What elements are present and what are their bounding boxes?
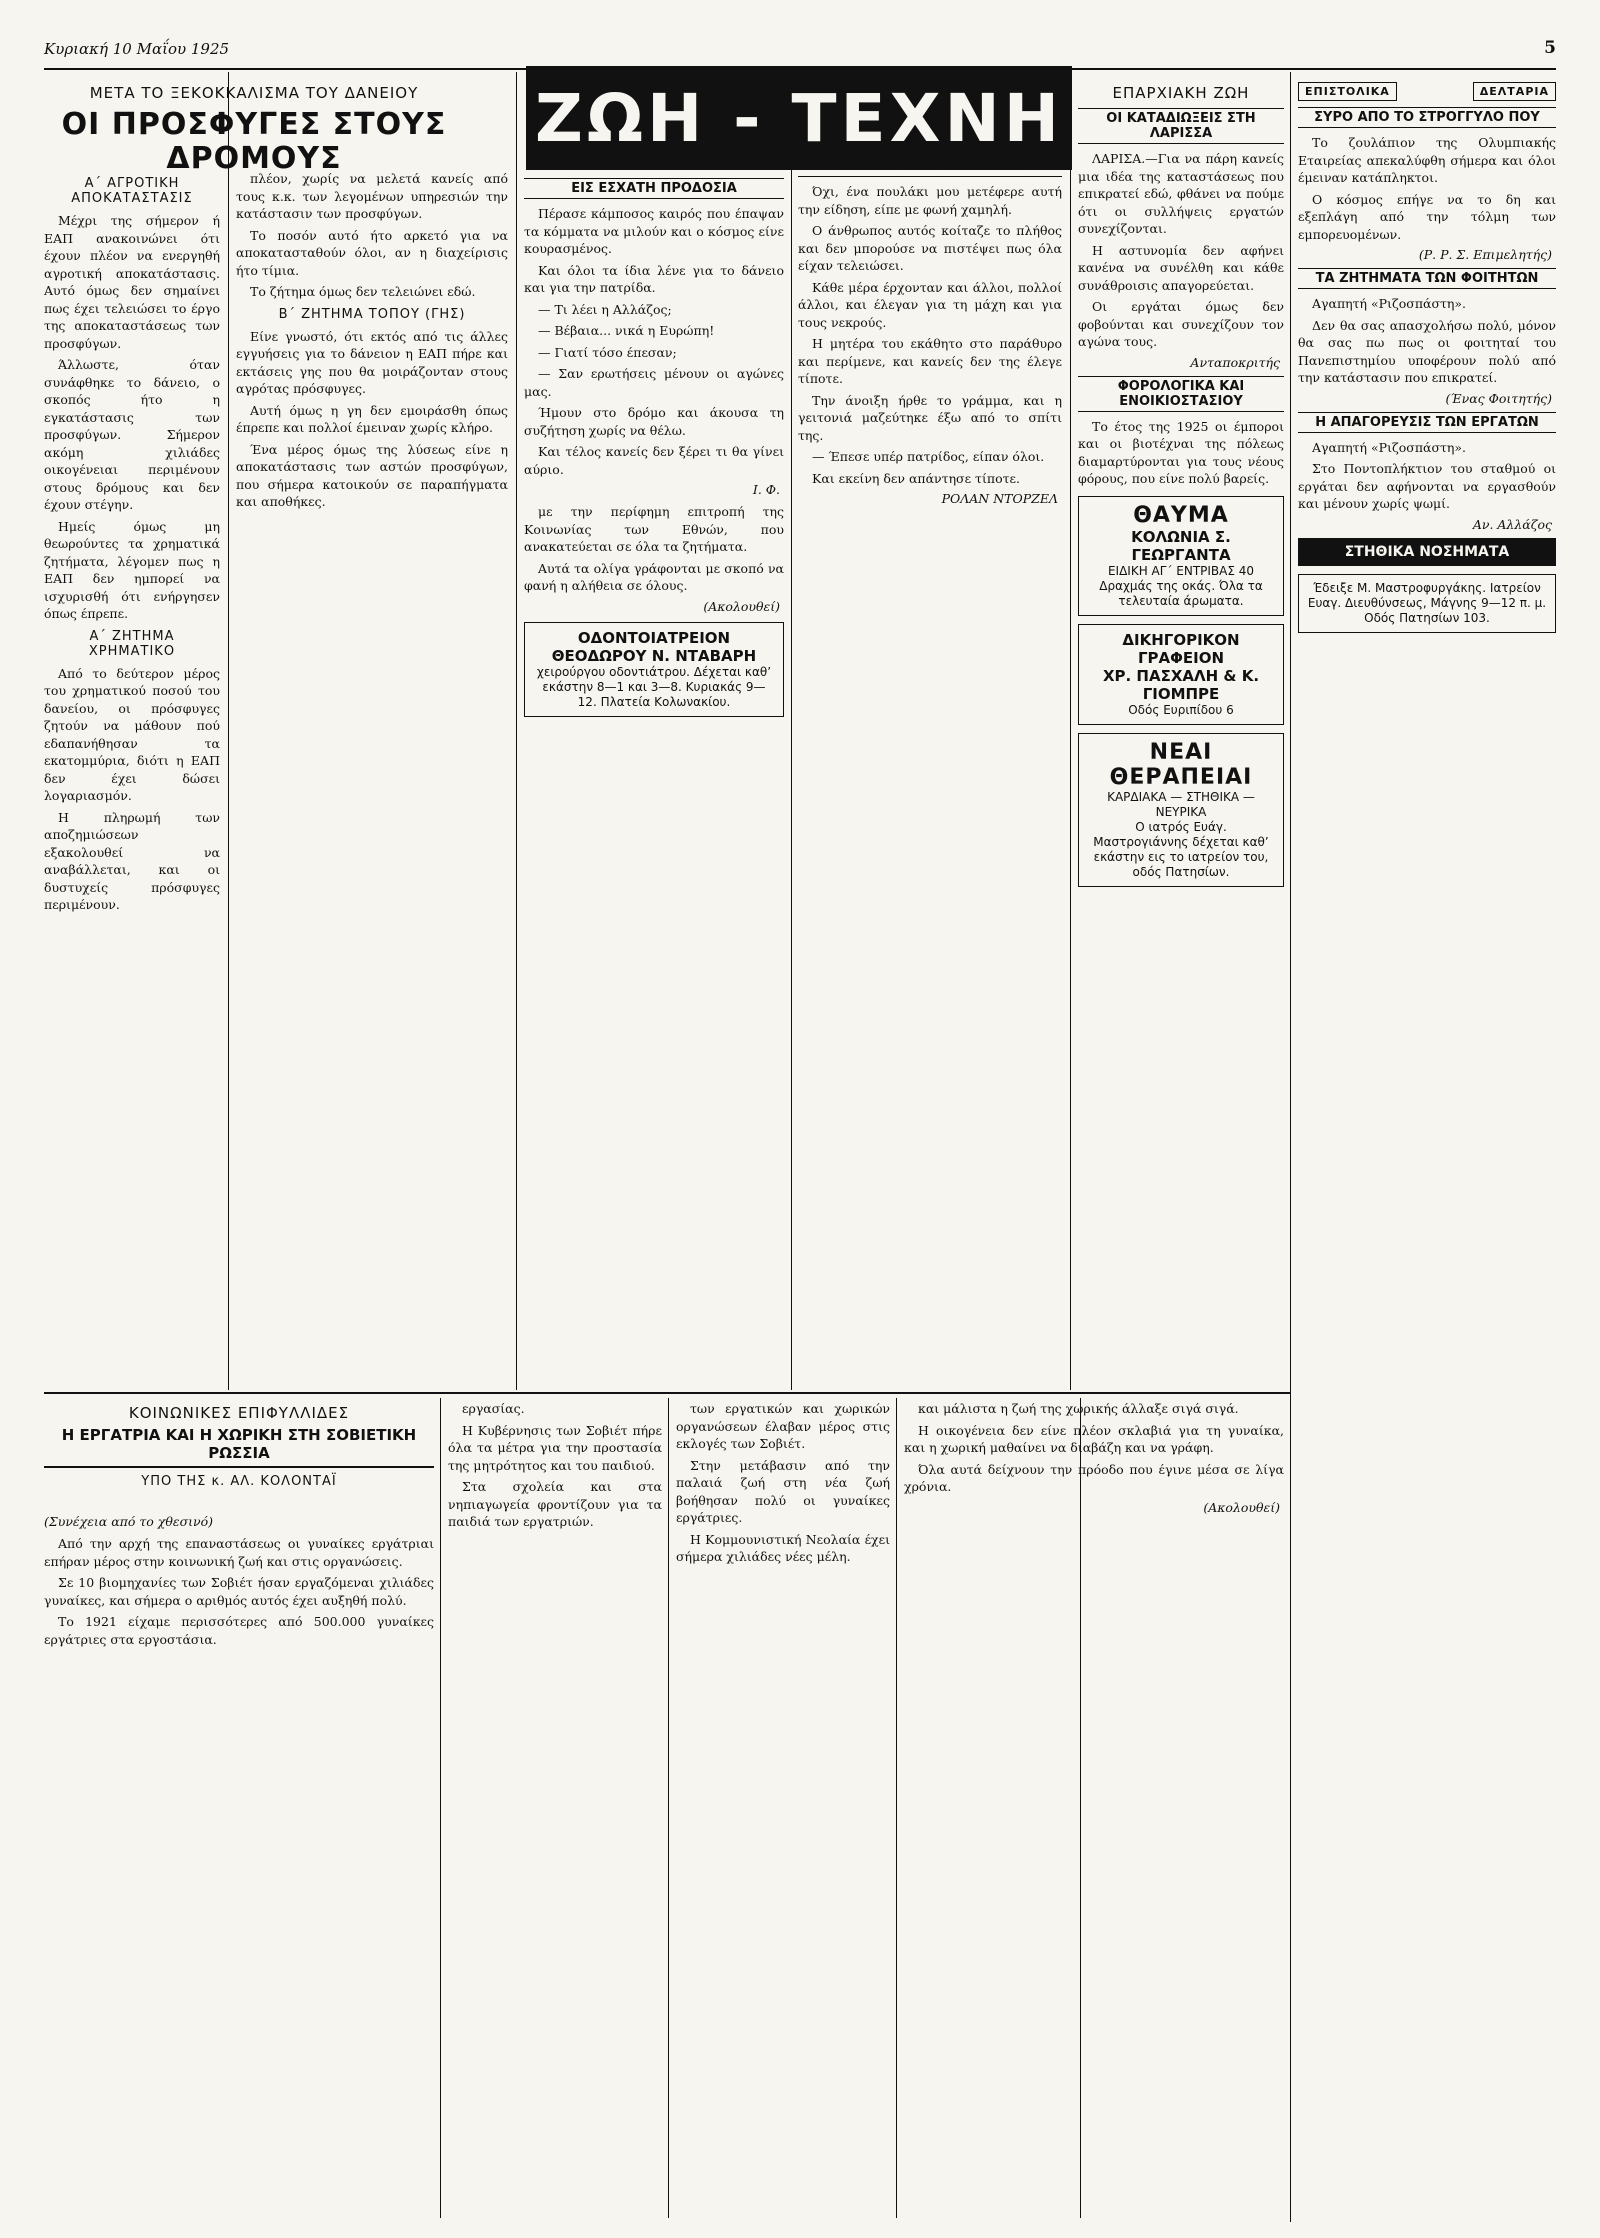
- feature-col-1: [44, 1512, 434, 2212]
- article-body: [524, 503, 784, 595]
- column-rule: [668, 1398, 669, 2218]
- paragraph: Όχι, ένα πουλάκι μου μετέφερε αυτή την είδηση, είπε με φωνή χαμηλή.: [798, 184, 1062, 217]
- ad-text: Ο ιατρός Ευάγ. Μαστρογιάννης δέχεται καθ’ εκάστην εις το ιατρείον του, οδός Πατησίων.: [1093, 819, 1269, 879]
- article-body: [676, 1400, 890, 1566]
- paragraph: Το ζουλάπιον της Ολυμπιακής Εταιρείας απεκαλύφθη σήμερα και όλοι έμειναν κατάπληκτοι.: [1298, 135, 1556, 185]
- ad-text: ΕΙΔΙΚΗ ΑΓ΄ ΕΝΤΡΙΒΑΣ 40 Δραχμάς της οκάς. Όλα τα τελευταία άρωματα.: [1099, 563, 1263, 608]
- ad-name: ΧΡ. ΠΑΣΧΑΛΗ & Κ. ΓΙΟΜΠΡΕ: [1102, 666, 1260, 703]
- paragraph: Άλλωστε, όταν συνάφθηκε το δάνειο, ο σκοπός ήτο η εγκατάστασις των προσφύγων. Σήμερον ακόμη χιλιάδες οικογένειαι περιμένουν στους δρόμους και δεν έχουν στέγην.: [44, 357, 220, 512]
- continued-note: (Ακολουθεί): [1203, 1499, 1280, 1515]
- ad-title: ΟΔΟΝΤΟΙΑΤΡΕΙΟΝ: [577, 628, 731, 647]
- paragraph: Όλα αυτά δείχνουν την πρόοδο που έγινε μέσα σε λίγα χρόνια.: [904, 1461, 1284, 1494]
- paragraph: Από την αρχή της επαναστάσεως οι γυναίκες εργάτριαι επήραν μέρος στην κοινωνική ζωή και στις οργανώσεις.: [44, 1536, 434, 1569]
- section-heading: Β΄ ΖΗΤΗΜΑ ΤΟΠΟΥ (ΓΗΣ): [278, 306, 466, 322]
- article-headline: ΟΙ ΠΡΟΣΦΥΓΕΣ ΣΤΟΥΣ ΔΡΟΜΟΥΣ: [61, 107, 447, 176]
- article-body: [44, 1535, 434, 1648]
- feature-kicker: ΚΟΙΝΩΝΙΚΕΣ ΕΠΙΦΥΛΛΙΔΕΣ: [128, 1404, 350, 1422]
- article-body: [798, 183, 1062, 487]
- paragraph: Και εκείνη δεν απάντησε τίποτε.: [812, 470, 1020, 486]
- feature-byline: ΥΠΟ ΤΗΣ κ. ΑΛ. ΚΟΛΟΝΤΑΪ: [141, 1474, 337, 1489]
- paragraph: — Σαν ερωτήσεις μένουν οι αγώνες μας.: [524, 366, 784, 399]
- column-6: [1298, 78, 1556, 2218]
- section-heading: Α΄ ΑΓΡΟΤΙΚΗ ΑΠΟΚΑΤΑΣΤΑΣΙΣ: [71, 176, 193, 206]
- masthead-title: ΖΩΗ - ΤΕΧΝΗ: [534, 79, 1063, 157]
- paragraph: Το ζήτημα όμως δεν τελειώνει εδώ.: [250, 284, 476, 299]
- paragraph: Είνε γνωστό, ότι εκτός από τις άλλες εγγυήσεις για το δάνειον η ΕΑΠ πήρε και εκτάσεις γης που θα μοιράζονταν στους αγρότας πρόσφυγες.: [236, 328, 508, 396]
- paragraph: πλέον, χωρίς να μελετά κανείς από τους κ.κ. των λεγομένων υπηρεσιών την κατάστασιν των προσφύγων.: [236, 171, 508, 221]
- column-2-body: [236, 170, 508, 1388]
- section-kicker: ΕΠΑΡΧΙΑΚΗ ΖΩΗ: [1112, 84, 1250, 102]
- paragraph: Από το δεύτερον μέρος του χρηματικού ποσού του δανείου, οι πρόσφυγες ζητούν να μάθουν πού εδαπανήθησαν τα εκατομμύρια, διότι η ΕΑΠ δεν έχει δώσει λογαριασμόν.: [44, 665, 220, 803]
- paragraph: Ήμουν στο δρόμο και άκουσα τη συζήτηση χωρίς να θέλω.: [524, 405, 784, 438]
- paragraph: Αγαπητή «Ριζοσπάστη».: [1312, 296, 1467, 311]
- article-title: ΤΑ ΖΗΤΗΜΑΤΑ ΤΩΝ ΦΟΙΤΗΤΩΝ: [1298, 268, 1556, 289]
- article-body: [1298, 295, 1556, 387]
- page-number: 5: [1544, 38, 1556, 58]
- paragraph: — Γιατί τόσο έπεσαν;: [538, 344, 677, 360]
- column-3: [524, 172, 784, 1388]
- paragraph: Πέρασε κάμποσος καιρός που έπαψαν τα κόμματα να μιλούν και ο κόσμος είνε κουρασμένος.: [524, 206, 784, 256]
- column-4: [798, 150, 1062, 1388]
- article-title: ΣΥΡΟ ΑΠΟ ΤΟ ΣΤΡΟΓΓΥΛΟ ΠΟΥ: [1298, 107, 1556, 128]
- column-5: [1078, 78, 1284, 1388]
- article-body: [448, 1400, 662, 1531]
- paragraph: — Τι λέει η Αλλάζος;: [538, 301, 672, 317]
- article-title: ΟΙ ΚΑΤΑΔΙΩΞΕΙΣ ΣΤΗ ΛΑΡΙΣΣΑ: [1078, 108, 1284, 144]
- paragraph: εργασίας.: [462, 1401, 525, 1416]
- paragraph: Η Κομμουνιστική Νεολαία έχει σήμερα χιλιάδες νέες μέλη.: [676, 1531, 890, 1564]
- paragraph: Ο άνθρωπος αυτός κοίταζε το πλήθος και δεν μπορούσε να πιστέψει πως όλα είχαν τελειώσει.: [798, 223, 1062, 273]
- feature-headline: Η ΕΡΓΑΤΡΙΑ ΚΑΙ Η ΧΩΡΙΚΗ ΣΤΗ ΣΟΒΙΕΤΙΚΗ ΡΩΣΣΙΑ: [44, 1426, 434, 1468]
- paragraph: ΛΑΡΙΣΑ.—Για να πάρη κανείς μια ιδέα της καταστάσεως που επικρατεί εδώ, φθάνει να πούμε ότι οι συλλήψεις εργατών συνεχίζονται.: [1078, 151, 1284, 236]
- column-rule: [791, 170, 792, 1390]
- column-1-body: [44, 170, 220, 1388]
- paragraph: Η Κυβέρνησις των Σοβιέτ πήρε όλα τα μέτρα για την προστασία της μητρότητος και του παιδιού.: [448, 1422, 662, 1473]
- column-rule: [1290, 72, 1291, 2222]
- issue-date: Κυριακή 10 Μαΐου 1925: [44, 40, 230, 58]
- paragraph: Το 1921 είχαμε περισσότερες από 500.000 γυναίκες εργάτριες στα εργοστάσια.: [44, 1614, 434, 1647]
- signature: Αν. Αλλάζος: [1472, 516, 1552, 532]
- therapy-ad: [1078, 733, 1284, 887]
- feature-header: [44, 1398, 434, 1508]
- paragraph: και μάλιστα η ζωή της χωρικής άλλαξε σιγά σιγά.: [918, 1401, 1239, 1416]
- column-rule: [516, 72, 517, 1390]
- paragraph: Το ποσόν αυτό ήτο αρκετό για να αποκατασταθούν όλοι, αν η διαχείρισις ήτο τίμια.: [236, 227, 508, 278]
- signature: Ι. Φ.: [752, 482, 780, 497]
- column-rule: [896, 1398, 897, 2218]
- paragraph: Και τέλος κανείς δεν ξέρει τι θα γίνει αύριο.: [524, 444, 784, 477]
- article-body: [44, 212, 220, 623]
- paragraph: Ο κόσμος επήγε να το δη και εξεπλάγη από την τόλμη των εμπορευομένων.: [1298, 191, 1556, 242]
- section-tag: ΔΕΛΤΑΡΙΑ: [1473, 82, 1556, 101]
- signature: Ανταποκριτής: [1190, 354, 1280, 370]
- ad-name: ΘΕΟΔΩΡΟΥ Ν. ΝΤΑΒΑΡΗ: [551, 646, 757, 665]
- paragraph: Αυτά τα ολίγα γράφονται με σκοπό να φανή η αλήθεια σε όλους.: [524, 560, 784, 593]
- paragraph: Και όλοι τα ίδια λένε για το δάνειο και για την πατρίδα.: [524, 262, 784, 295]
- signature: (Ρ. Ρ. Σ. Επιμελητής): [1418, 247, 1552, 262]
- paragraph: Στο Ποντοπλήκτιον του σταθμού οι εργάται δεν αφήνονται να εργασθούν και μένουν χωρίς ψωμί.: [1298, 461, 1556, 511]
- ad-name: ΚΟΛΩΝΙΑ Σ. ΓΕΩΡΓΑΝΤΑ: [1131, 527, 1231, 564]
- article-body: [1298, 439, 1556, 513]
- feature-note: (Συνέχεια από το χθεσινό): [44, 1514, 214, 1529]
- article-body: [1298, 134, 1556, 243]
- signature: (Ένας Φοιτητής): [1445, 390, 1552, 406]
- paragraph: με την περίφημη επιτροπή της Κοινωνίας των Εθνών, που ανακατεύεται σε όλα τα ζητήματα.: [524, 504, 784, 554]
- ad-title: ΘΑΥΜΑ: [1133, 502, 1229, 528]
- page-header: [44, 40, 1556, 60]
- column-rule: [1070, 72, 1071, 1390]
- ad-subtitle: ΚΑΡΔΙΑΚΑ — ΣΤΗΘΙΚΑ — ΝΕΥΡΙΚΑ: [1107, 789, 1255, 819]
- article-title: ΕΙΣ ΕΣΧΑΤΗ ΠΡΟΔΟΣΙΑ: [524, 178, 784, 199]
- signature: ΡΟΛΑΝ ΝΤΟΡΖΕΛ: [941, 491, 1058, 506]
- paragraph: Ένα μέρος όμως της λύσεως είνε η αποκατάστασις των αστών προσφύγων, που σήμερα κατοικούν σε παραπήγματα και αποθήκες.: [236, 441, 508, 509]
- paragraph: Δεν θα σας απασχολήσω πολύ, μόνον θα σας πω πως οι φοιτηταί του Πανεπιστημίου υποφέρουν πολύ από την κατάστασιν που επικρατεί.: [1298, 317, 1556, 385]
- feature-col-3: [676, 1400, 890, 2212]
- ad-title: ΔΙΚΗΓΟΡΙΚΟΝ ΓΡΑΦΕΙΟΝ: [1122, 630, 1240, 667]
- article-body: [524, 205, 784, 478]
- ad-text: Έδειξε Μ. Μαστροφυργάκης. Ιατρείον Ευαγ. Διευθύνσεως, Μάγνης 9—12 π. μ. Οδός Πατησίων 103.: [1307, 580, 1547, 625]
- feature-col-4: [904, 1400, 1284, 2212]
- paragraph: Στην μετάβασιν από την παλαιά ζωή στη νέα ζωή βοήθησαν πολύ οι γυναίκες εργάτριες.: [676, 1457, 890, 1525]
- ad-text: Οδός Ευριπίδου 6: [1128, 702, 1234, 717]
- paragraph: Η αστυνομία δεν αφήνει κανένα να συνέλθη και κάθε συνάθροισις απαγορεύεται.: [1078, 242, 1284, 293]
- article-body: [44, 665, 220, 914]
- article-title: ΦΟΡΟΛΟΓΙΚΑ ΚΑΙ ΕΝΟΙΚΙΟΣΤΑΣΙΟΥ: [1078, 376, 1284, 412]
- paragraph: — Έπεσε υπέρ πατρίδος, είπαν όλοι.: [812, 449, 1045, 464]
- paragraph: Η μητέρα του εκάθητο στο παράθυρο και περίμενε, και κανείς δεν της έλεγε τίποτε.: [798, 336, 1062, 386]
- paragraph: Ημείς όμως μη θεωρούντες τα χρηματικά ζητήματα, λέγομεν πως η ΕΑΠ δεν ημπορεί να ισχυρισθή ότι ενήργησεν όπως έπρεπε.: [44, 518, 220, 621]
- paragraph: Κάθε μέρα έρχονταν και άλλοι, πολλοί άλλοι, και έλεγαν για τη μάχη και για τους νεκρούς.: [798, 279, 1062, 330]
- column-rule: [440, 1398, 441, 2218]
- paragraph: Αυτή όμως η γη δεν εμοιράσθη όπως έπρεπε και πολλοί έμειναν χωρίς κλήρο.: [236, 402, 508, 435]
- paragraph: Οι εργάται όμως δεν φοβούνται και συνεχίζουν τον αγώνα τους.: [1078, 299, 1284, 349]
- paragraph: Το έτος της 1925 οι έμποροι και οι βιοτέχναι της πόλεως διαμαρτύρονται για τους νέους φόρους, που είνε πολύ βαρείς.: [1078, 418, 1284, 486]
- article-body: [236, 328, 508, 511]
- ad-banner: ΣΤΗΘΙΚΑ ΝΟΣΗΜΑΤΑ: [1298, 538, 1556, 566]
- feature-col-2: [448, 1400, 662, 2212]
- paragraph: Η πληρωμή των αποζημιώσεων εξακολουθεί να αναβάλλεται, και οι δυστυχείς πρόσφυγες περιμένουν.: [44, 809, 220, 912]
- paragraph: Την άνοιξη ήρθε το γράμμα, και η γειτονιά μαζεύτηκε έξω από το σπίτι της.: [798, 392, 1062, 443]
- article-body: [1078, 150, 1284, 351]
- article-body: [236, 170, 508, 301]
- section-heading: Α΄ ΖΗΤΗΜΑ ΧΡΗΜΑΤΙΚΟ: [88, 628, 176, 659]
- section-tag: ΕΠΙΣΤΟΛΙΚΑ: [1298, 82, 1397, 101]
- article-title: ΕΠΕΣΕΝ ΥΠΕΡ ΠΑΤΡΙΔΟΣ: [798, 156, 1062, 177]
- clinic-ad: [1298, 574, 1556, 633]
- article-title: Η ΑΠΑΓΟΡΕΥΣΙΣ ΤΩΝ ΕΡΓΑΤΩΝ: [1298, 412, 1556, 433]
- section-tags: [1298, 82, 1556, 101]
- dentist-ad: [524, 622, 784, 717]
- ad-title: ΝΕΑΙ ΘΕΡΑΠΕΙΑΙ: [1109, 739, 1253, 790]
- paragraph: — Βέβαια... νικά η Ευρώπη!: [538, 323, 715, 338]
- law-office-ad: [1078, 624, 1284, 725]
- paragraph: των εργατικών και χωρικών οργανώσεων έλαβαν μέρος στις εκλογές των Σοβιέτ.: [676, 1401, 890, 1451]
- paragraph: Στα σχολεία και στα νηπιαγωγεία φροντίζουν για τα παιδιά των εργατριών.: [448, 1479, 662, 1529]
- article-kicker: ΜΕΤΑ ΤΟ ΞΕΚΟΚΚΑΛΙΣΜΑ ΤΟΥ ΔΑΝΕΙΟΥ: [89, 84, 419, 102]
- paragraph: Η οικογένεια δεν είνε πλέον σκλαβιά για τη γυναίκα, και η χωρική μαθαίνει να διαβάζη και να γράφη.: [904, 1422, 1284, 1455]
- section-rule: [44, 1392, 1290, 1394]
- paragraph: Μέχρι της σήμερον ή ΕΑΠ ανακοινώνει ότι έχουν πλέον να ενεργηθή αγροτική αποκατάστασις. Αυτό όμως δεν σημαίνει πως έχει τελειώσει το έργο της αποκαταστάσεως των προσφύγων.: [44, 213, 220, 351]
- ad-text: χειρούργου οδοντιάτρου. Δέχεται καθ’ εκάστην 8—1 και 3—8. Κυριακάς 9—12. Πλατεία Κολωνακίου.: [536, 664, 772, 709]
- cologne-ad: [1078, 496, 1284, 616]
- article-body: [1078, 418, 1284, 488]
- paragraph: Αγαπητή «Ριζοσπάστη».: [1312, 439, 1467, 455]
- paragraph: Σε 10 βιομηχανίες των Σοβιέτ ήσαν εργαζόμεναι χιλιάδες γυναίκες, και σήμερα ο αριθμός αυτός έχει αυξηθή πολύ.: [44, 1575, 434, 1608]
- article-body: [904, 1400, 1284, 1496]
- continued-note: (Ακολουθεί): [703, 598, 780, 614]
